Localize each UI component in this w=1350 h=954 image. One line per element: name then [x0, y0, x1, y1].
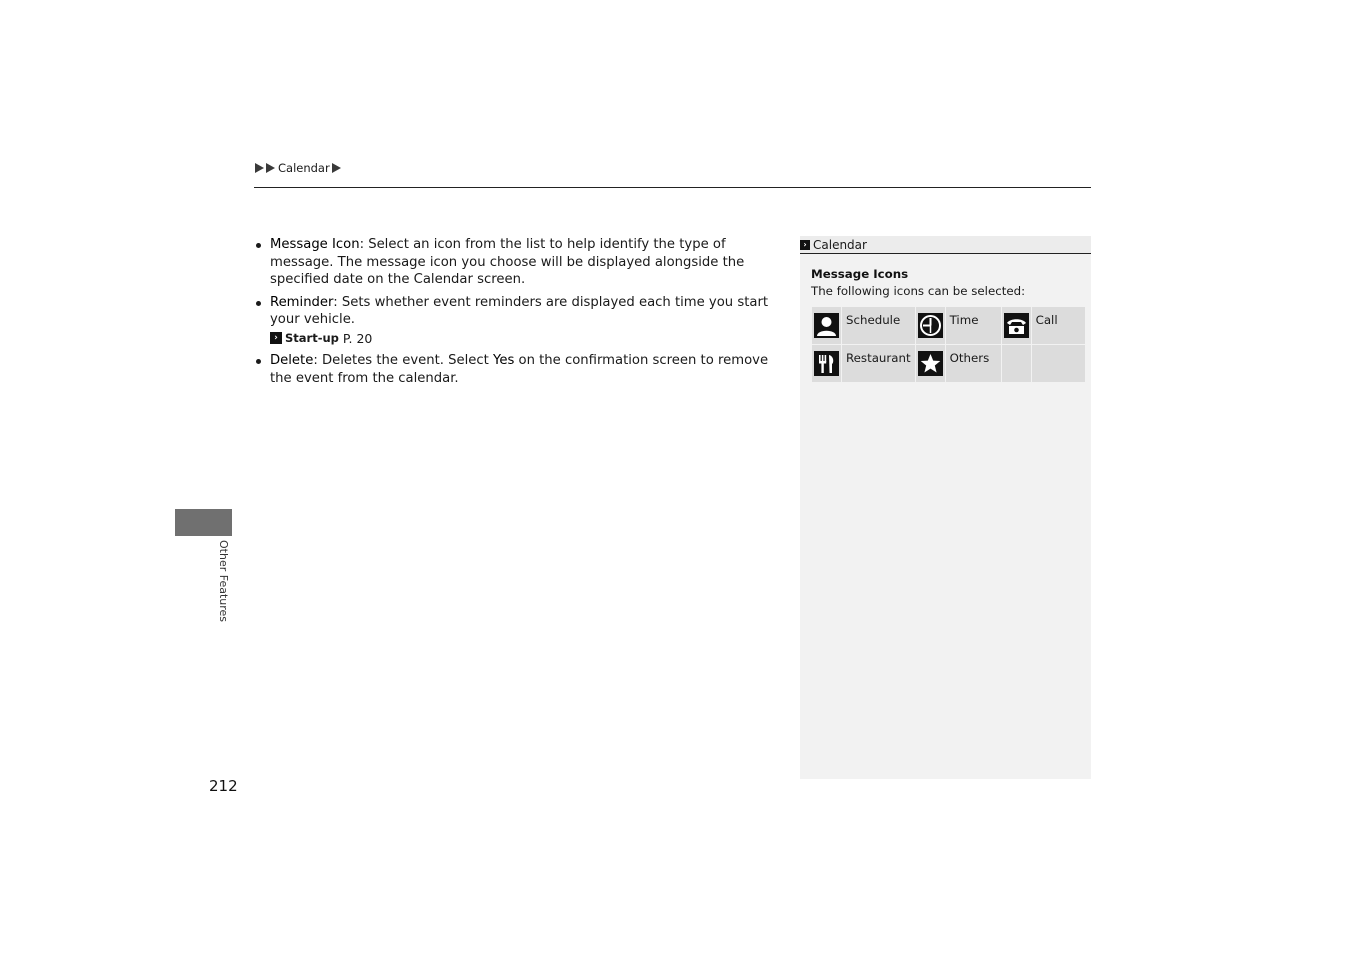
- person-icon: [814, 313, 839, 338]
- xref-title: Start-up: [285, 330, 339, 345]
- icon-cell: [915, 345, 945, 383]
- item-text: : Select an icon from the list to help identify the type of message. The message icon you choose will be displayed alongside the specified date on the Calendar screen.: [270, 237, 745, 287]
- breadcrumb-label[interactable]: Calendar: [278, 161, 330, 175]
- reference-arrow-icon: ›: [270, 332, 282, 344]
- main-content: [254, 236, 774, 392]
- table-row: [812, 307, 1086, 345]
- header-divider: [254, 187, 1091, 188]
- item-term: Reminder: [270, 294, 334, 310]
- icon-table: [811, 306, 1086, 383]
- item-term: Message Icon: [270, 237, 360, 252]
- page-number: 212: [209, 777, 238, 795]
- panel-header: [800, 236, 1091, 254]
- icon-label-cell: Time: [945, 307, 1001, 345]
- breadcrumb-arrow-icon: [332, 163, 341, 173]
- panel-header-label: Calendar: [813, 237, 867, 252]
- empty-cell: [1001, 345, 1031, 383]
- icon-label-cell: Schedule: [842, 307, 916, 345]
- empty-cell: [1031, 345, 1085, 383]
- icon-label-cell: Restaurant: [842, 345, 916, 383]
- phone-icon: [1004, 313, 1029, 338]
- breadcrumb-arrow-icon: [255, 163, 264, 173]
- star-icon: [918, 351, 943, 376]
- icon-cell: [1001, 307, 1031, 345]
- icon-label-cell: Call: [1031, 307, 1085, 345]
- cross-reference-link[interactable]: [270, 330, 774, 348]
- item-text: : Sets whether event reminders are displayed each time you start your vehicle.: [270, 294, 769, 327]
- list-item: [254, 294, 774, 348]
- panel-description: The following icons can be selected:: [811, 284, 1026, 298]
- item-text: on the confirmation screen to remove the event from the calendar.: [270, 353, 769, 386]
- icon-cell: [915, 307, 945, 345]
- item-emphasis: Yes: [493, 353, 515, 368]
- xref-page: P. 20: [342, 330, 373, 346]
- section-tab: [175, 509, 232, 536]
- clock-icon: [918, 313, 943, 338]
- breadcrumb: [255, 161, 343, 175]
- panel-title: Message Icons: [811, 267, 909, 281]
- option-list: [254, 236, 774, 387]
- list-item: [254, 236, 774, 289]
- section-label: Other Features: [217, 540, 230, 623]
- list-item: [254, 352, 774, 387]
- reference-arrow-icon: ›: [800, 240, 810, 250]
- breadcrumb-arrow-icon: [266, 163, 275, 173]
- icon-label-cell: Others: [945, 345, 1001, 383]
- icon-cell: [812, 345, 842, 383]
- item-term: Delete: [270, 353, 314, 368]
- fork-knife-icon: [814, 351, 839, 376]
- side-note-panel: [800, 236, 1091, 779]
- item-text: : Deletes the event. Select: [313, 353, 494, 368]
- table-row: [812, 345, 1086, 383]
- icon-cell: [812, 307, 842, 345]
